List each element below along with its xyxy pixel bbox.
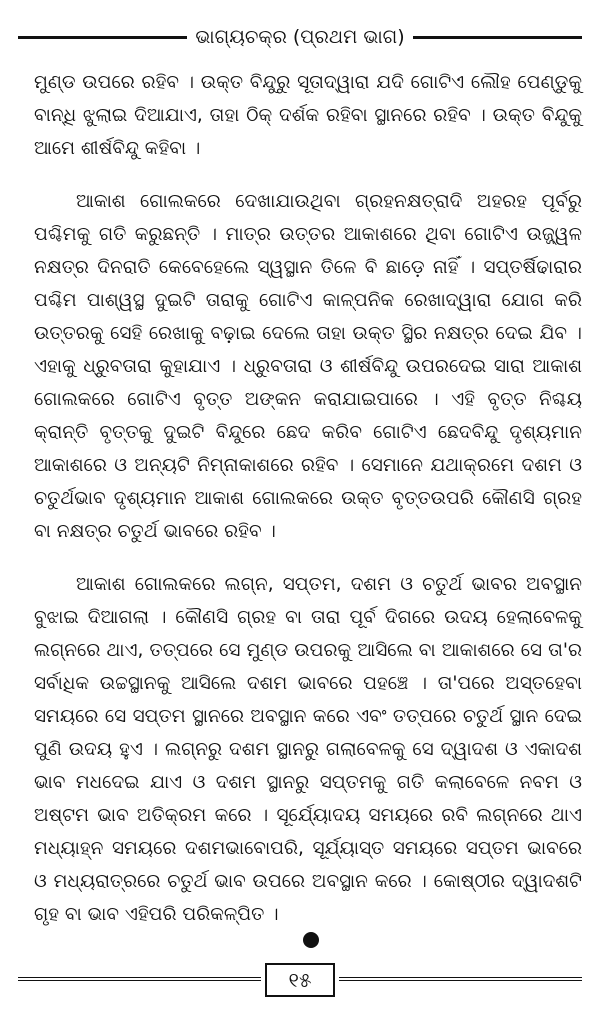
page-body bbox=[34, 66, 582, 931]
page-header bbox=[18, 22, 582, 52]
paragraph-3 bbox=[34, 568, 582, 931]
page-number: ୧୫ bbox=[265, 963, 336, 997]
paragraph-text: ଆକାଶ ଗୋଲକରେ ଦେଖାଯାଉଥିବା ଗ୍ରହନକ୍ଷତ୍ରାଦି ଅହରହ ପୂର୍ବରୁ ପଶ୍ଚିମକୁ ଗତି କରୁଛନ୍ତି । ମାତ୍ର ଉତ୍ତର ଆକାଶରେ ଥିବା ଗୋଟିଏ ଉଜ୍ଜ୍ୱଳ ନକ୍ଷତ୍ର ଦିନରାତି କେବେହେଲେ ସ୍ୱସ୍ଥାନ ତିଳେ ବି ଛାଡ଼େ ନାହିଁ । ସପ୍ତର୍ଷିଢାରାର ପଶ୍ଚିମ ପାଶ୍ୱସ୍ଥ ଦୁଇଟି ତାରାକୁ ଗୋଟିଏ କାଳ୍ପନିକ ରେଖାଦ୍ୱାରା ଯୋଗ କରି ଉତ୍ତରକୁ ସେହି ରେଖାକୁ ବଢ଼ାଇ ଦେଲେ ତାହା ଉକ୍ତ ସ୍ଥିର ନକ୍ଷତ୍ର ଦେଇ ଯିବ । ଏହାକୁ ଧ୍ରୁବତାରା କୁହାଯାଏ । ଧ୍ରୁବତାରା ଓ ଶୀର୍ଷବିନ୍ଦୁ ଉପରଦେଇ ସାରା ଆକାଶ ଗୋଲକରେ ଗୋଟିଏ ବୃତ୍ତ ଅଙ୍କନ କରାଯାଇପାରେ । ଏହି ବୃତ୍ତ ନିଶ୍ଚୟ କ୍ରାନ୍ତି ବୃତ୍ତକୁ ଦୁଇଟି ବିନ୍ଦୁରେ ଛେଦ କରିବ ଗୋଟିଏ ଛେଦବିନ୍ଦୁ ଦୃଶ୍ୟମାନ ଆକାଶରେ ଓ ଅନ୍ୟଟି ନିମ୍ନାକାଶରେ ରହିବ । ସେମାନେ ଯଥାକ୍ରମେ ଦଶମ ଓ ଚତୁର୍ଥଭାବ ଦୃଶ୍ୟମାନ ଆକାଶ ଗୋଲକରେ ଉକ୍ତ ବୃତ୍ତଉପରି କୌଣସି ଗ୍ରହ ବା ନକ୍ଷତ୍ର ଚତୁର୍ଥ ଭାବରେ ରହିବ । bbox=[34, 191, 582, 542]
footer-rule-left bbox=[18, 977, 261, 984]
bullet-dot-icon bbox=[303, 932, 319, 948]
paragraph-1 bbox=[34, 66, 582, 165]
paragraph-text: ଆକାଶ ଗୋଲକରେ ଲଗ୍ନ, ସପ୍ତମ, ଦଶମ ଓ ଚତୁର୍ଥ ଭାବର ଅବସ୍ଥାନ ବୁଝାଇ ଦିଆଗଲା । କୌଣସି ଗ୍ରହ ବା ତାରା ପୂର୍ବ ଦିଗରେ ଉଦୟ ହେଲାବେଳକୁ ଲଗ୍ନରେ ଥାଏ, ତତ୍ପରେ ସେ ମୁଣ୍ଡ ଉପରକୁ ଆସିଲେ ବା ଆକାଶରେ ସେ ତା'ର ସର୍ବାଧିକ ଉଚ୍ଚସ୍ଥାନକୁ ଆସିଲେ ଦଶମ ଭାବରେ ପହଞ୍ଚେ । ତା'ପରେ ଅସ୍ତହେବା ସମୟରେ ସେ ସପ୍ତମ ସ୍ଥାନରେ ଅବସ୍ଥାନ କରେ ଏବଂ ତତ୍ପରେ ଚତୁର୍ଥ ସ୍ଥାନ ଦେଇ ପୁଣି ଉଦୟ ହୁଏ । ଲଗ୍ନରୁ ଦଶମ ସ୍ଥାନରୁ ଗଲାବେଳକୁ ସେ ଦ୍ୱାଦଶ ଓ ଏକାଦଶ ଭାବ ମଧଦେଇ ଯାଏ ଓ ଦଶମ ସ୍ଥାନରୁ ସପ୍ତମକୁ ଗତି କଲାବେଳେ ନବମ ଓ ଅଷ୍ଟମ ଭାବ ଅତିକ୍ରମ କରେ । ସୂର୍ଯ୍ୟୋଦୟ ସମୟରେ ରବି ଲଗ୍ନରେ ଥାଏ ମଧ୍ୟାହ୍ନ ସମୟରେ ଦଶମଭାବୋପରି, ସୂର୍ଯ୍ୟାସ୍ତ ସମୟରେ ସପ୍ତମ ଭାବରେ ଓ ମଧ୍ୟରାତ୍ରରେ ଚତୁର୍ଥ ଭାବ ଉପରେ ଅବସ୍ଥାନ କରେ । କୋଷ୍ଠୀର ଦ୍ୱାଦଶଟି ଗୃହ ବା ଭାବ ଏହିପରି ପରିକଳ୍ପିତ । bbox=[34, 574, 582, 925]
header-rule-right bbox=[413, 36, 582, 39]
header-rule-left bbox=[18, 36, 187, 39]
footer-rule-right bbox=[339, 977, 582, 984]
paragraph-text: ମୁଣ୍ଡ ଉପରେ ରହିବ । ଉକ୍ତ ବିନ୍ଦୁରୁ ସୂତାଦ୍ୱାରା ଯଦି ଗୋଟିଏ ଲୌହ ପେଣ୍ଡୁକୁ ବାନ୍ଧି ଝୁଲାଇ ଦିଆଯାଏ, ତାହା ଠିକ୍ ଦର୍ଶକ ରହିବା ସ୍ଥାନରେ ରହିବ । ଉକ୍ତ ବିନ୍ଦୁକୁ ଆମେ ଶୀର୍ଷବିନ୍ଦୁ କହିବା । bbox=[34, 72, 582, 159]
page-footer bbox=[18, 960, 582, 1000]
paragraph-2 bbox=[34, 185, 582, 548]
book-title: ଭାଗ୍ୟଚକ୍ର (ପ୍ରଥମ ଭାଗ) bbox=[195, 25, 405, 48]
